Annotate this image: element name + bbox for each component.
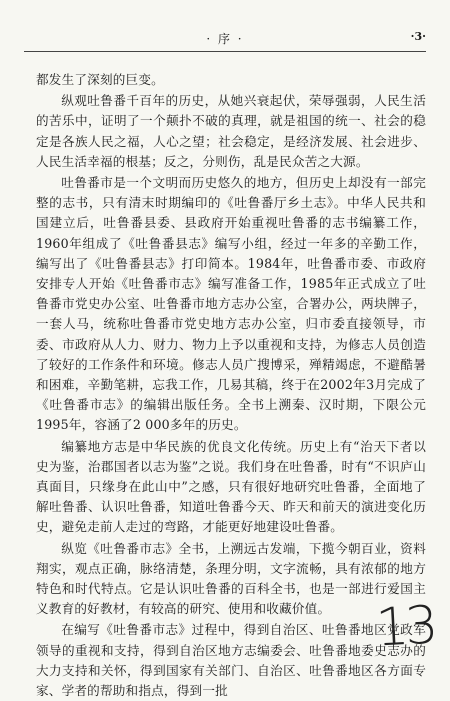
page-number: ·3·	[410, 30, 426, 43]
body-text	[36, 70, 426, 701]
header-rule	[24, 51, 426, 52]
running-header-title: · 序 ·	[206, 32, 244, 46]
paragraph: 纵观吐鲁番千百年的历史，从她兴衰起伏，荣辱强弱，人民生活的苦乐中，证明了一个颠扑不破的真理，就是祖国的统一、社会的稳定是各族人民之福，人心之望；社会稳定，是经济发展、社会进步、人民生活幸福的根基；反之，分则伤，乱是民众苦之大源。	[36, 93, 426, 169]
handwritten-page-mark: 13	[374, 595, 436, 659]
paragraph: 编纂地方志是中华民族的优良文化传统。历史上有“治天下者以史为鉴，治郡国者以志为鉴”之说。我们身在吐鲁番，时有“不识庐山真面目，只缘身在此山中”之感，只有很好地研究吐鲁番，全面地了解吐鲁番、认识吐鲁番，知道吐鲁番今天、昨天和前天的演进变化历史，避免走前人走过的弯路，才能更好地建设吐鲁番。	[36, 438, 426, 535]
paragraph: 吐鲁番市是一个文明而历史悠久的地方，但历史上却没有一部完整的志书，只有清末时期编印的《吐鲁番厅乡土志》。中华人民共和国建立后，吐鲁番县委、县政府开始重视吐鲁番的志书编纂工作，1960年组成了《吐鲁番县志》编写小组，经过一年多的辛勤工作，编写出了《吐鲁番县志》打印简本。1984年，吐鲁番市委、市政府安排专人开始《吐鲁番市志》编写准备工作，1985年正式成立了吐鲁番市党史办公室、吐鲁番市地方志办公室，合署办公，两块牌子，一套人马，统称吐鲁番市党史地方志办公室，归市委直接领导，市委、市政府从人力、财力、物力上予以重视和支持，为修志人员创造了较好的工作条件和环境。修志人员广搜博采，殚精竭虑，不避酷暑和困难，辛勤笔耕，忘我工作，几易其稿，终于在2002年3月完成了《吐鲁番市志》的编辑出版任务。全书上溯秦、汉时期，下限公元1995年，容涵了2 000多年的历史。	[36, 175, 426, 433]
paragraph: 在编写《吐鲁番市志》过程中，得到自治区、吐鲁番地区党政军领导的重视和支持，得到自治区地方志编委会、吐鲁番地委史志办的大力支持和关怀，得到国家有关部门、自治区、吐鲁番地区各方面专家、学者的帮助和指点，得到一批	[36, 622, 426, 699]
paragraph-continued: 都发生了深刻的巨变。	[36, 72, 164, 87]
page-header	[24, 30, 426, 60]
paragraph: 纵览《吐鲁番市志》全书，上溯远古发端，下揽今朝百业，资料翔实，观点正确，脉络清楚，条理分明，文字流畅，具有浓郁的地方特色和时代特点。它是认识吐鲁番的百科全书，也是一部进行爱国主义教育的好教材，有较高的研究、使用和收藏价值。	[36, 540, 426, 617]
